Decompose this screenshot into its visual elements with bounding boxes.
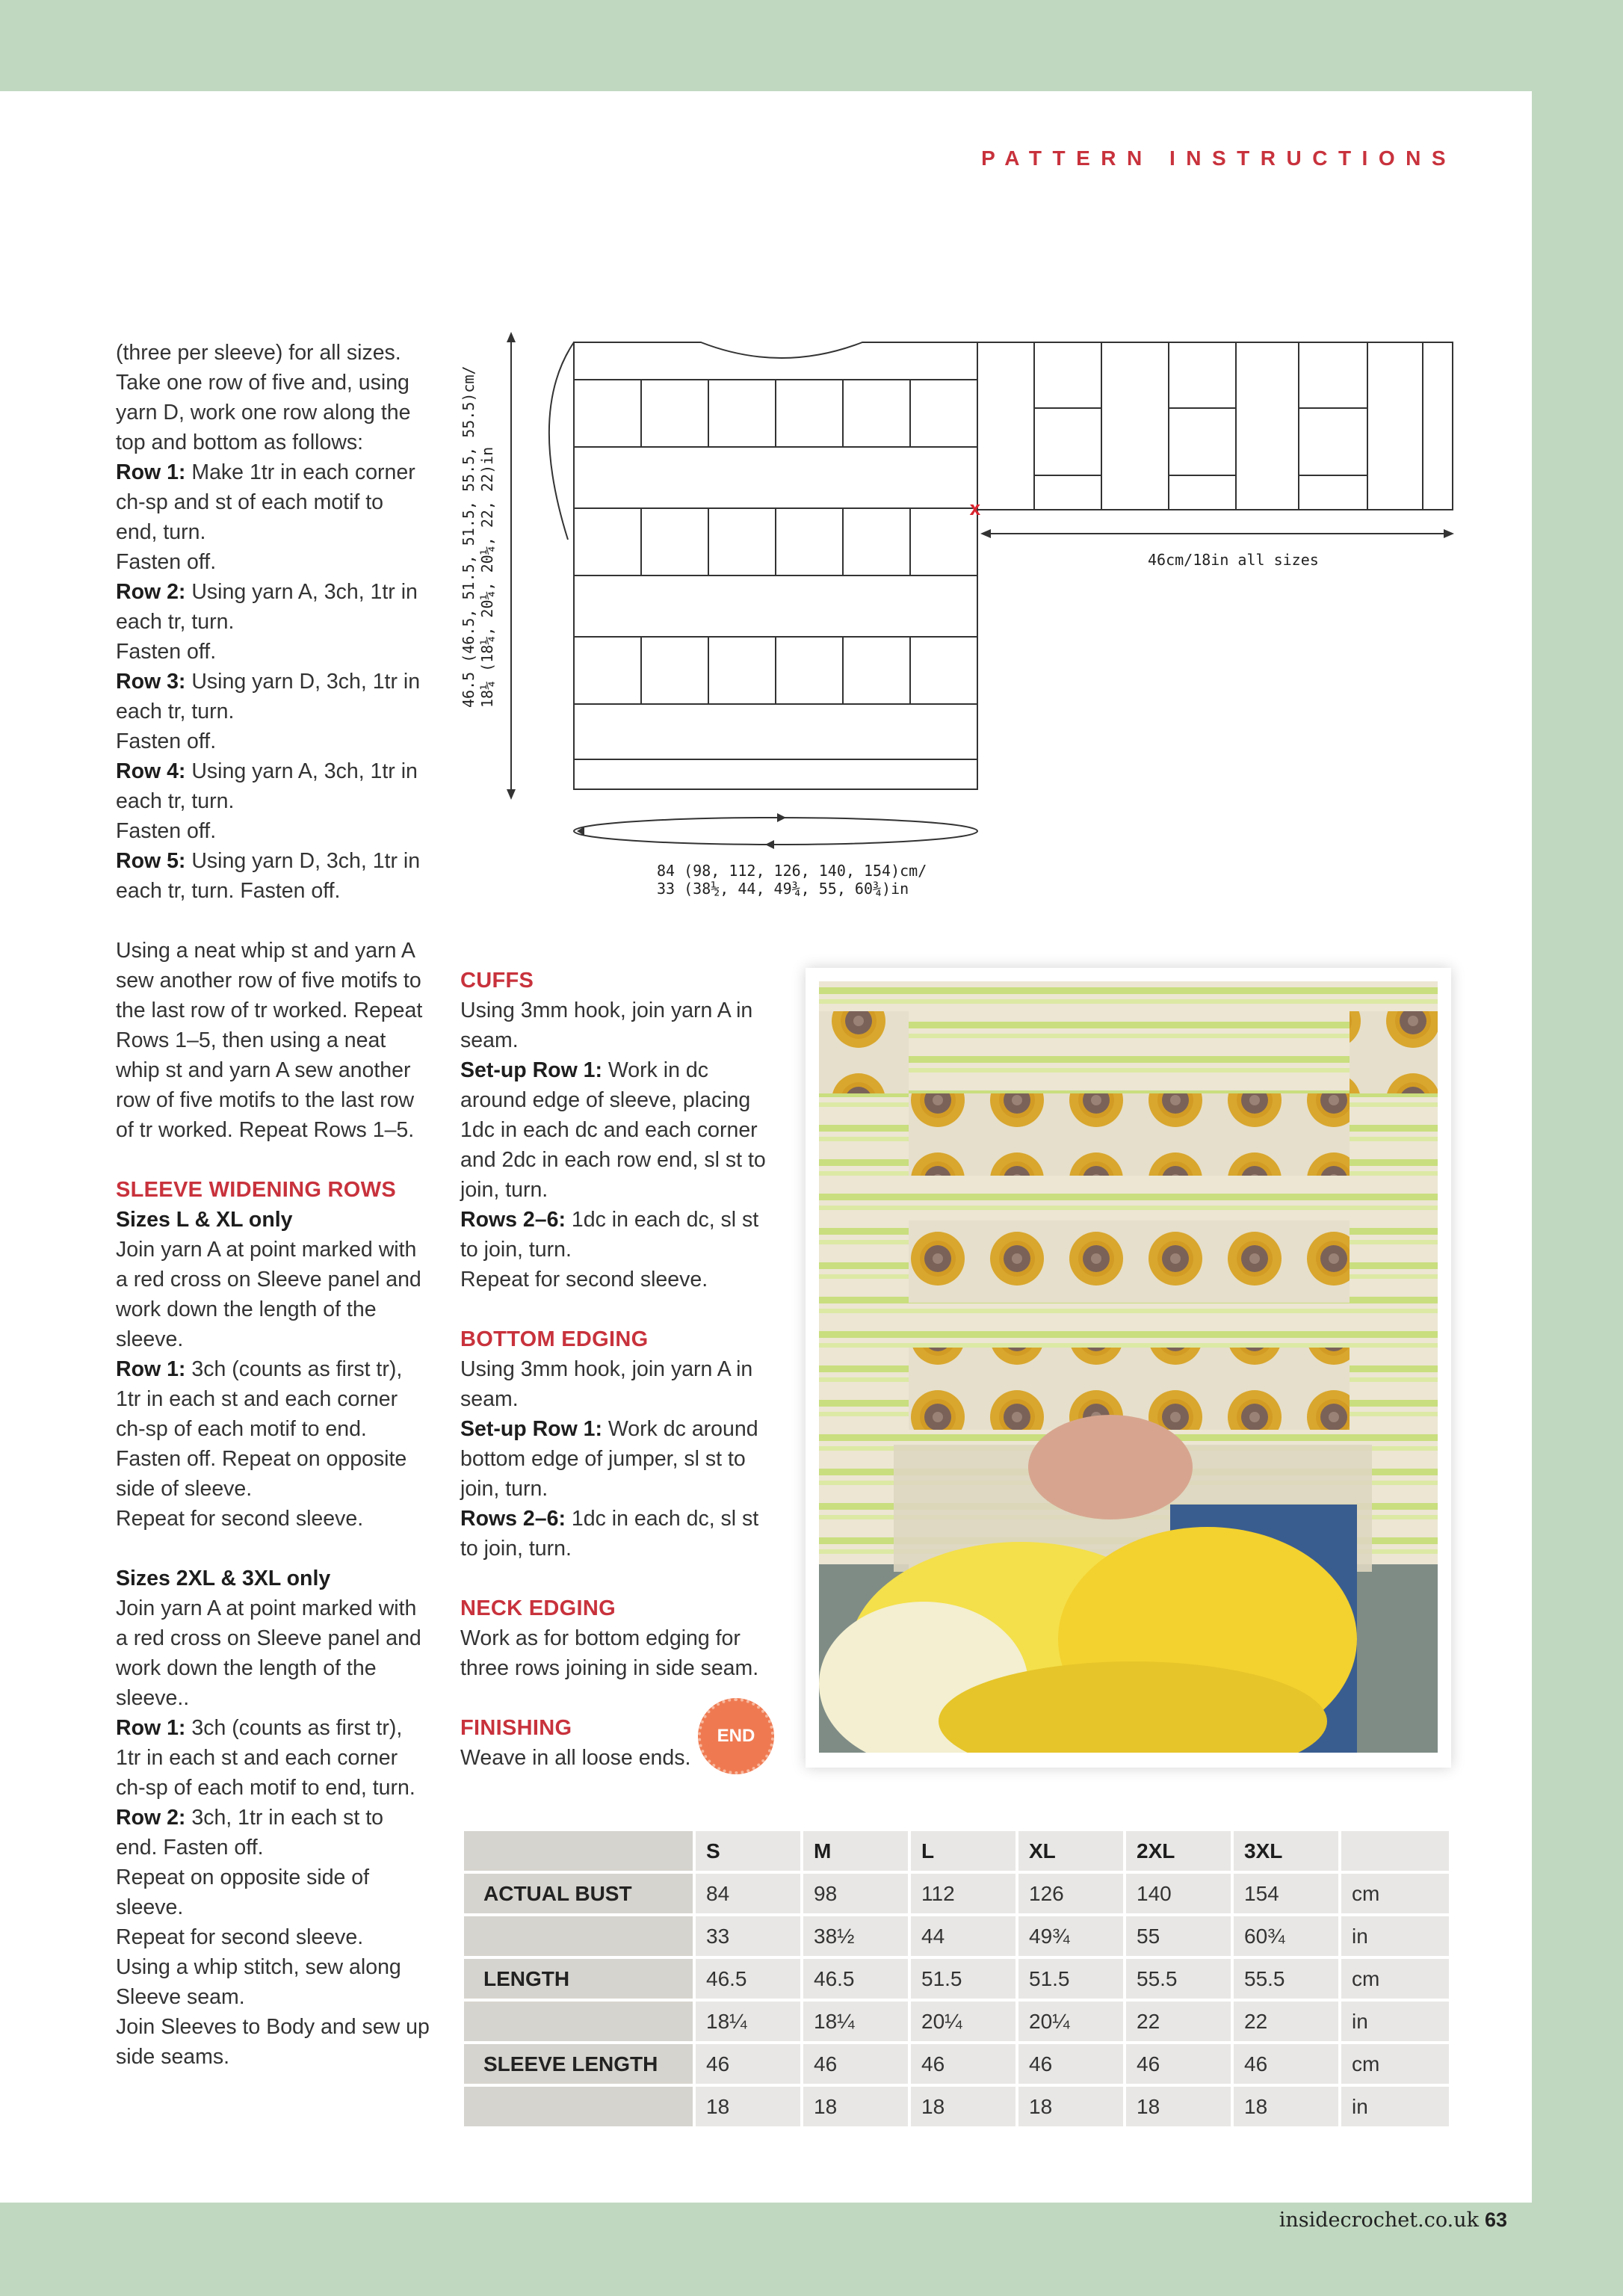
instruction-row: Row 2: Using yarn A, 3ch, 1tr in each tr, turn.	[116, 580, 418, 634]
spacer	[116, 1534, 430, 1564]
table-cell: 3XL	[1234, 1831, 1338, 1871]
table-cell: 18	[1234, 2087, 1338, 2126]
instruction-text: Join Sleeves to Body and sew up side seams.	[116, 2015, 430, 2069]
length-label-cm: 46.5 (46.5, 51.5, 51.5, 55.5, 55.5)cm/	[460, 365, 477, 708]
table-cell: 46	[911, 2044, 1015, 2084]
instruction-text: Join yarn A at point marked with a red cross on Sleeve panel and work down the length of the sleeve..	[116, 1596, 421, 1710]
instruction-text: Join yarn A at point marked with a red cross on Sleeve panel and work down the length of the sleeve.	[116, 1238, 421, 1351]
row-label: Row 2:	[116, 580, 186, 604]
table-cell: 126	[1018, 1874, 1123, 1913]
instruction-row: Rows 2–6: 1dc in each dc, sl st to join, turn.	[460, 1208, 759, 1262]
row-label: Row 4:	[116, 759, 186, 783]
instruction-text: Using 3mm hook, join yarn A in seam.	[460, 1357, 753, 1411]
instruction-text: Fasten off.	[116, 550, 217, 574]
table-cell: cm	[1341, 2044, 1449, 2084]
table-row	[464, 1916, 1449, 1956]
table-row-label: SLEEVE LENGTH	[464, 2044, 693, 2084]
instruction-text: Fasten off.	[116, 819, 217, 843]
table-cell: 46	[696, 2044, 800, 2084]
sweater-schematic-diagram	[448, 329, 1465, 912]
photo-frame	[806, 968, 1451, 1768]
table-cell: M	[803, 1831, 908, 1871]
table-cell: 38½	[803, 1916, 908, 1956]
instruction-text: Using a whip stitch, sew along Sleeve seam.	[116, 1955, 401, 2009]
spacer	[460, 1294, 774, 1324]
row-label: Rows 2–6:	[460, 1208, 566, 1232]
table-cell: cm	[1341, 1959, 1449, 1999]
instruction-row: Set-up Row 1: Work in dc around edge of sleeve, placing 1dc in each dc and each corner and 2dc in each row end, sl st to join, turn.	[460, 1058, 766, 1202]
table-row-label: ACTUAL BUST	[464, 1874, 693, 1913]
instruction-text: Fasten off.	[116, 729, 217, 753]
row-label: Set-up Row 1:	[460, 1417, 602, 1441]
row-label: Row 1:	[116, 1357, 186, 1381]
table-cell: 18¼	[803, 2002, 908, 2041]
table-row	[464, 2044, 1449, 2084]
section-header: PATTERN INSTRUCTIONS	[981, 146, 1456, 170]
table-row-label	[464, 2087, 693, 2126]
page-number: 63	[1484, 2209, 1507, 2231]
table-cell: 46.5	[803, 1959, 908, 1999]
instruction-text: Repeat for second sleeve.	[116, 1507, 364, 1531]
instruction-text: Weave in all loose ends.	[460, 1746, 691, 1770]
instruction-text: Using 3mm hook, join yarn A in seam.	[460, 999, 753, 1052]
table-cell: 51.5	[911, 1959, 1015, 1999]
section-heading: SLEEVE WIDENING ROWS	[116, 1178, 396, 1202]
row-label: Row 1:	[116, 460, 186, 484]
instructions-column-middle	[460, 966, 774, 1773]
table-row-label	[464, 1831, 693, 1871]
section-heading: BOTTOM EDGING	[460, 1327, 649, 1351]
table-cell: 18	[1126, 2087, 1231, 2126]
sweater-photo-illustration	[819, 981, 1438, 1753]
table-cell: 49¾	[1018, 1916, 1123, 1956]
table-cell: S	[696, 1831, 800, 1871]
diagram-marker: x	[969, 498, 981, 520]
table-cell: 46	[1126, 2044, 1231, 2084]
table-row-label: LENGTH	[464, 1959, 693, 1999]
sub-heading: Sizes L & XL only	[116, 1208, 293, 1232]
instruction-text: Repeat on opposite side of sleeve.	[116, 1866, 370, 1919]
row-label: Row 2:	[116, 1806, 186, 1830]
instruction-row: Set-up Row 1: Work dc around bottom edge of jumper, sl st to join, turn.	[460, 1417, 758, 1501]
instruction-text: (three per sleeve) for all sizes. Take one row of five and, using yarn D, work one row along the top and bottom as follows:	[116, 341, 411, 454]
table-cell: 55	[1126, 1916, 1231, 1956]
row-label: Rows 2–6:	[460, 1507, 566, 1531]
table-row-label	[464, 2002, 693, 2041]
table-cell: XL	[1018, 1831, 1123, 1871]
table-row	[464, 1959, 1449, 1999]
table-cell: 51.5	[1018, 1959, 1123, 1999]
table-cell: 18	[696, 2087, 800, 2126]
row-label: Set-up Row 1:	[460, 1058, 602, 1082]
instruction-row: Row 4: Using yarn A, 3ch, 1tr in each tr, turn.	[116, 759, 418, 813]
table-cell: 44	[911, 1916, 1015, 1956]
table-cell: 46	[1234, 2044, 1338, 2084]
end-badge: END	[698, 1698, 774, 1774]
table-cell: 60¾	[1234, 1916, 1338, 1956]
row-label: Row 1:	[116, 1716, 186, 1740]
table-cell: 112	[911, 1874, 1015, 1913]
table-cell: 46	[803, 2044, 908, 2084]
sub-heading: Sizes 2XL & 3XL only	[116, 1567, 331, 1590]
instruction-row: Row 1: 3ch (counts as first tr), 1tr in each st and each corner ch-sp of each motif to end. Fasten off. Repeat on opposite side of sleeve.	[116, 1357, 407, 1501]
table-cell: 140	[1126, 1874, 1231, 1913]
row-label: Row 5:	[116, 849, 186, 873]
table-cell: 55.5	[1126, 1959, 1231, 1999]
table-row-label	[464, 1916, 693, 1956]
table-cell	[1341, 1831, 1449, 1871]
size-table	[461, 1828, 1452, 2129]
table-cell: 18	[803, 2087, 908, 2126]
instructions-column-left	[116, 338, 430, 2072]
table-cell: in	[1341, 2002, 1449, 2041]
spacer	[116, 1145, 430, 1175]
table-cell: 98	[803, 1874, 908, 1913]
instruction-row: Row 2: 3ch, 1tr in each st to end. Fasten off.	[116, 1806, 383, 1860]
table-cell: 18¼	[696, 2002, 800, 2041]
bust-label-cm: 84 (98, 112, 126, 140, 154)cm/	[657, 862, 927, 880]
instruction-text: Work as for bottom edging for three rows joining in side seam.	[460, 1626, 759, 1680]
footer-site: insidecrochet.co.uk	[1279, 2209, 1479, 2232]
spacer	[116, 906, 430, 936]
section-heading: NECK EDGING	[460, 1596, 616, 1620]
table-cell: in	[1341, 1916, 1449, 1956]
table-cell: L	[911, 1831, 1015, 1871]
table-cell: 18	[1018, 2087, 1123, 2126]
table-cell: 18	[911, 2087, 1015, 2126]
table-row	[464, 1874, 1449, 1913]
table-cell: 20¼	[1018, 2002, 1123, 2041]
table-cell: 84	[696, 1874, 800, 1913]
table-cell: 154	[1234, 1874, 1338, 1913]
instruction-text: Repeat for second sleeve.	[116, 1925, 364, 1949]
instruction-text: Repeat for second sleeve.	[460, 1268, 708, 1292]
page-footer	[1279, 2209, 1507, 2232]
table-row	[464, 2087, 1449, 2126]
table-cell: 22	[1126, 2002, 1231, 2041]
sweater-photo	[819, 981, 1438, 1753]
section-heading: CUFFS	[460, 969, 534, 993]
instruction-text: Using a neat whip st and yarn A sew another row of five motifs to the last row of tr worked. Repeat Rows 1–5, then using a neat whip st and yarn A sew another row of five motifs to the last row of tr worked. Repeat Rows 1–5.	[116, 939, 423, 1142]
instruction-row: Row 1: 3ch (counts as first tr), 1tr in each st and each corner ch-sp of each motif to end, turn.	[116, 1716, 415, 1800]
table-cell: in	[1341, 2087, 1449, 2126]
table-cell: 33	[696, 1916, 800, 1956]
table-cell: 46.5	[696, 1959, 800, 1999]
table-header-row	[464, 1831, 1449, 1871]
instruction-row: Row 5: Using yarn D, 3ch, 1tr in each tr, turn. Fasten off.	[116, 849, 421, 903]
sleeve-length-label: 46cm/18in all sizes	[1148, 551, 1319, 569]
instruction-row: Rows 2–6: 1dc in each dc, sl st to join, turn.	[460, 1507, 759, 1561]
table-cell: 20¼	[911, 2002, 1015, 2041]
instruction-text: Fasten off.	[116, 640, 217, 664]
bust-label-in: 33 (38½, 44, 49¾, 55, 60¾)in	[657, 880, 909, 898]
row-label: Row 3:	[116, 670, 186, 694]
table-cell: 46	[1018, 2044, 1123, 2084]
length-label-in: 18¼ (18¼, 20¼, 20¼, 22, 22)in	[478, 446, 496, 708]
table-cell: 55.5	[1234, 1959, 1338, 1999]
instruction-row: Row 1: Make 1tr in each corner ch-sp and st of each motif to end, turn.	[116, 460, 415, 544]
table-row	[464, 2002, 1449, 2041]
table-cell: 2XL	[1126, 1831, 1231, 1871]
instruction-row: Row 3: Using yarn D, 3ch, 1tr in each tr, turn.	[116, 670, 421, 723]
table-cell: cm	[1341, 1874, 1449, 1913]
section-heading: FINISHING	[460, 1716, 572, 1740]
table-cell: 22	[1234, 2002, 1338, 2041]
spacer	[460, 1564, 774, 1593]
